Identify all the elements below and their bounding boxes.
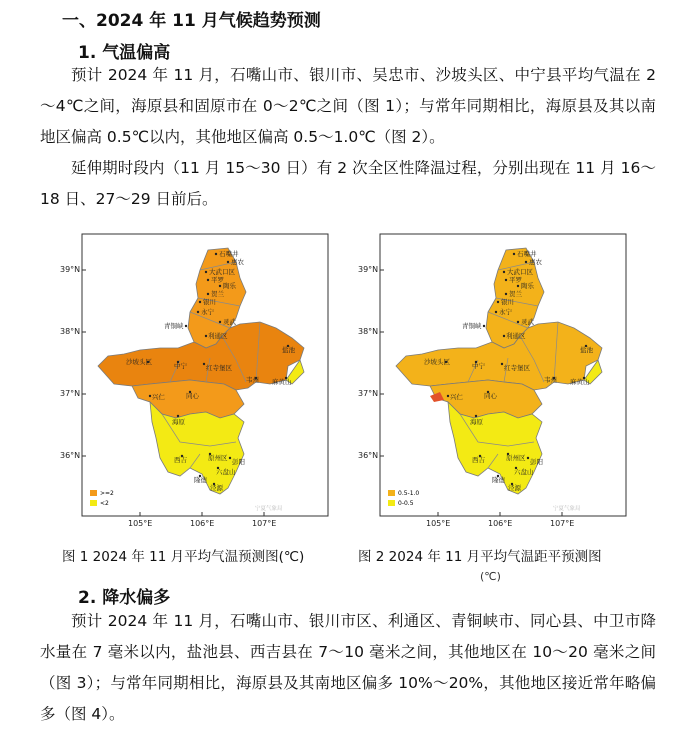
svg-text:同心: 同心: [484, 392, 497, 400]
svg-text:陶乐: 陶乐: [223, 282, 236, 290]
legend-label: 0-0.5: [398, 500, 414, 507]
latitude-label: 37°N: [60, 389, 81, 398]
svg-text:石嘴井: 石嘴井: [517, 250, 537, 258]
figure-2-caption: 图 2 2024 年 11 月平均气温距平预测图: [358, 549, 602, 565]
temperature-paragraph-1: 预计 2024 年 11 月，石嘴山市、银川市、吴忠市、沙坡头区、中宁县平均气温在 2～4℃之间，海原县和固原市在 0～2℃之间（图 1）；与常年同期相比，海原县及其以南地区偏高 0.5℃以内，其他地区偏高 0.5～1.0℃（图 2）。: [40, 66, 656, 146]
svg-text:利通区: 利通区: [208, 332, 228, 340]
svg-text:宁夏气象局: 宁夏气象局: [553, 506, 581, 512]
svg-text:西吉: 西吉: [472, 456, 485, 464]
svg-text:泾源: 泾源: [508, 484, 521, 492]
svg-text:惠农: 惠农: [231, 258, 244, 266]
svg-text:灵武: 灵武: [521, 318, 534, 326]
svg-text:隆德: 隆德: [492, 476, 505, 484]
svg-text:六盘山: 六盘山: [514, 468, 534, 476]
svg-text:原州区: 原州区: [208, 454, 228, 462]
latitude-label: 39°N: [358, 265, 379, 274]
svg-text:六盘山: 六盘山: [216, 468, 236, 476]
longitude-label: 106°E: [488, 519, 513, 528]
svg-text:隆德: 隆德: [194, 476, 207, 484]
latitude-label: 38°N: [60, 327, 81, 336]
svg-text:中宁: 中宁: [472, 362, 485, 370]
svg-text:陶乐: 陶乐: [521, 282, 534, 290]
map-panel: [82, 234, 328, 516]
svg-text:大武口区: 大武口区: [209, 268, 235, 276]
section-title: 一、2024 年 11 月气候趋势预测: [62, 11, 321, 31]
svg-text:海原: 海原: [172, 418, 185, 426]
svg-text:大武口区: 大武口区: [507, 268, 533, 276]
svg-text:永宁: 永宁: [201, 308, 214, 316]
temperature-paragraph-2: 延伸期时段内（11 月 15～30 日）有 2 次全区性降温过程，分别出现在 11 月 16～18 日、27～29 日前后。: [40, 159, 656, 208]
subsection-title-precipitation: 2. 降水偏多: [78, 588, 171, 608]
svg-text:韦州: 韦州: [246, 376, 259, 384]
svg-text:彭阳: 彭阳: [530, 458, 543, 466]
svg-text:盐池: 盐池: [580, 346, 593, 354]
svg-text:银川: 银川: [501, 298, 514, 306]
svg-text:海原: 海原: [470, 418, 483, 426]
longitude-label: 107°E: [252, 519, 277, 528]
svg-text:兴仁: 兴仁: [450, 393, 463, 401]
svg-text:平罗: 平罗: [509, 276, 522, 284]
legend-label: >=2: [100, 490, 114, 497]
svg-text:贺兰: 贺兰: [509, 290, 522, 298]
svg-text:平罗: 平罗: [211, 276, 224, 284]
svg-text:贺兰: 贺兰: [211, 290, 224, 298]
latitude-label: 36°N: [358, 451, 379, 460]
svg-text:石嘴井: 石嘴井: [219, 250, 239, 258]
svg-text:红寺堡区: 红寺堡区: [504, 364, 530, 372]
latitude-label: 38°N: [358, 327, 379, 336]
svg-text:麻黄山: 麻黄山: [570, 378, 590, 386]
svg-text:沙坡头区: 沙坡头区: [126, 358, 152, 366]
figure-2-caption-unit: (℃): [480, 570, 501, 583]
svg-text:青铜峡: 青铜峡: [164, 322, 184, 330]
figure-1-map: [60, 232, 330, 528]
longitude-label: 105°E: [426, 519, 451, 528]
figure-1-caption: 图 1 2024 年 11 月平均气温预测图(℃): [62, 549, 305, 565]
svg-text:利通区: 利通区: [506, 332, 526, 340]
svg-text:原州区: 原州区: [506, 454, 526, 462]
svg-text:西吉: 西吉: [174, 456, 187, 464]
svg-text:银川: 银川: [203, 298, 216, 306]
subsection-title-temperature: 1. 气温偏高: [78, 43, 171, 63]
longitude-label: 106°E: [190, 519, 215, 528]
legend-label: <2: [100, 500, 109, 507]
svg-text:宁夏气象局: 宁夏气象局: [255, 506, 283, 512]
svg-text:兴仁: 兴仁: [152, 393, 165, 401]
svg-text:惠农: 惠农: [529, 258, 542, 266]
svg-text:盐池: 盐池: [282, 346, 295, 354]
latitude-label: 39°N: [60, 265, 81, 274]
figure-2-map: [358, 232, 628, 528]
svg-text:韦州: 韦州: [544, 376, 557, 384]
svg-text:中宁: 中宁: [174, 362, 187, 370]
map-panel: [380, 234, 626, 516]
svg-text:青铜峡: 青铜峡: [462, 322, 482, 330]
latitude-label: 37°N: [358, 389, 379, 398]
precipitation-paragraph-1: 预计 2024 年 11 月，石嘴山市、银川市区、利通区、青铜峡市、同心县、中卫市降水量在 7 毫米以内，盐池县、西吉县在 7～10 毫米之间，其他地区在 10～20 毫米之间（图 3）；与常年同期相比，海原县及其南地区偏多 10%～20%，其他地区接近常年略偏多（图 4）。: [40, 612, 656, 723]
svg-text:永宁: 永宁: [499, 308, 512, 316]
longitude-label: 105°E: [128, 519, 153, 528]
svg-text:彭阳: 彭阳: [232, 458, 245, 466]
svg-text:同心: 同心: [186, 392, 199, 400]
longitude-label: 107°E: [550, 519, 575, 528]
svg-text:泾源: 泾源: [210, 484, 223, 492]
latitude-label: 36°N: [60, 451, 81, 460]
svg-text:沙坡头区: 沙坡头区: [424, 358, 450, 366]
svg-text:灵武: 灵武: [223, 318, 236, 326]
legend-label: 0.5-1.0: [398, 490, 420, 497]
svg-text:红寺堡区: 红寺堡区: [206, 364, 232, 372]
svg-text:麻黄山: 麻黄山: [272, 378, 292, 386]
